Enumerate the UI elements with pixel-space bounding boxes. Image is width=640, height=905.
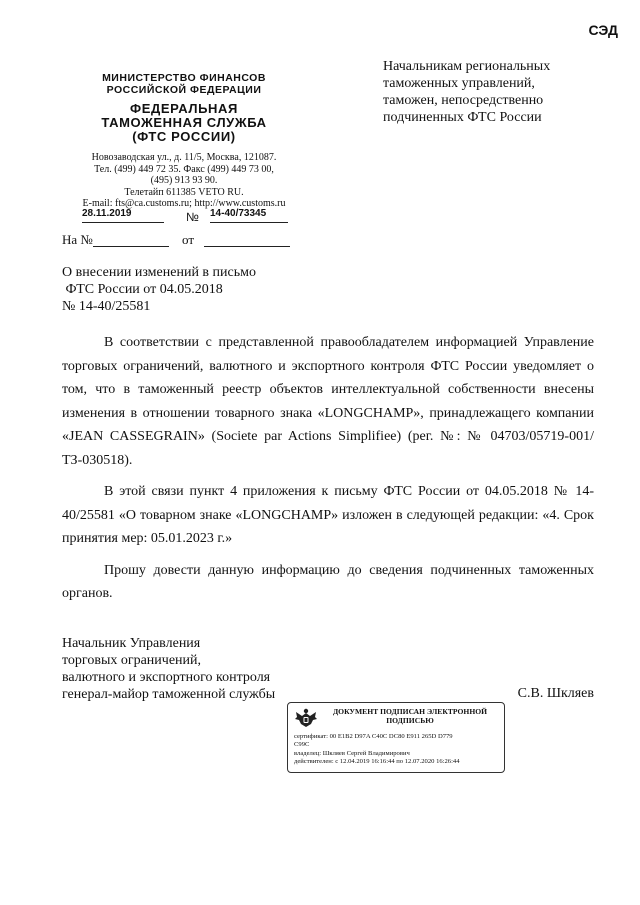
registration-number-label: № [186, 210, 199, 224]
electronic-signature-stamp [287, 702, 505, 773]
stamp-owner: владелец: Шкляев Сергей Владимирович [294, 749, 410, 757]
document-system-mark: СЭД [588, 22, 618, 38]
ministry-name: МИНИСТЕРСТВО ФИНАНСОВ РОССИЙСКОЙ ФЕДЕРАЦИИ [102, 72, 266, 96]
stamp-details [294, 733, 500, 767]
body-paragraph: Прошу довести данную информацию до сведения подчиненных таможенных органов. [62, 562, 594, 601]
stamp-certificate: сертификат: 00 E1B2 D97A C40C DC80 E911 265D D779 [294, 733, 453, 740]
signer-name: С.В. Шкляев [517, 686, 594, 701]
contact-email: E-mail: fts@ca.customs.ru; http://www.customs.ru [82, 198, 286, 209]
letterhead [62, 72, 306, 210]
addressee: Начальникам региональных таможенных управлений, таможен, непосредственно подчиненных ФТС России [383, 59, 551, 125]
registration-date: 28.11.2019 [82, 208, 164, 223]
reply-number-label: На № [62, 232, 93, 247]
contact-address: Новозаводская ул., д. 11/5, Москва, 121087. [91, 152, 277, 163]
reply-from-blank [204, 246, 290, 247]
stamp-certificate-cont: C99C [294, 741, 310, 749]
stamp-title: ДОКУМЕНТ ПОДПИСАН ЭЛЕКТРОННОЙ ПОДПИСЬЮ [332, 707, 488, 725]
contact-teletype: Телетайп 611385 VETO RU. [124, 186, 244, 198]
contact-details [62, 152, 306, 210]
contact-phone: Тел. (499) 449 72 35. Факс (499) 449 73 00, [94, 163, 274, 175]
letter-subject: О внесении изменений в письмо ФТС России от 04.05.2018 № 14-40/25581 [62, 265, 256, 314]
registration-number: 14-40/73345 [210, 208, 288, 223]
letter-body [62, 331, 594, 614]
body-paragraph: В этой связи пункт 4 приложения к письму ФТС России от 04.05.2018 № 14-40/25581 «О товарном знаке «LONGCHAMP» изложен в следующей редакции: «4. Срок принятия мер: 05.01.2023 г.» [62, 484, 594, 546]
contact-phone-extra: (495) 913 93 90. [150, 175, 218, 186]
coat-of-arms-icon [293, 707, 319, 729]
reply-number-blank [93, 246, 169, 247]
service-name: ФЕДЕРАЛЬНАЯ ТАМОЖЕННАЯ СЛУЖБА (ФТС РОССИИ) [101, 101, 267, 144]
signer-position: Начальник Управления торговых ограничений, валютного и экспортного контроля генерал-майор таможенной службы [62, 636, 276, 702]
body-paragraph: В соответствии с представленной правообладателем информацией Управление торговых ограничений, валютного и экспортного контроля ФТС России уведомляет о том, что в таможенный реестр объектов интеллектуальной собственности внесены изменения в отношении товарного знака «LONGCHAMP», принадлежащего компании «JEAN CASSEGRAIN» (Societe par Actions Simplifiee) (рег. №: № 04703/05719-001/ТЗ-030518). [62, 335, 594, 468]
reply-from-label: от [182, 232, 195, 247]
stamp-validity: действителен: с 12.04.2019 16:16:44 по 12.07.2020 16:26:44 [294, 758, 460, 766]
